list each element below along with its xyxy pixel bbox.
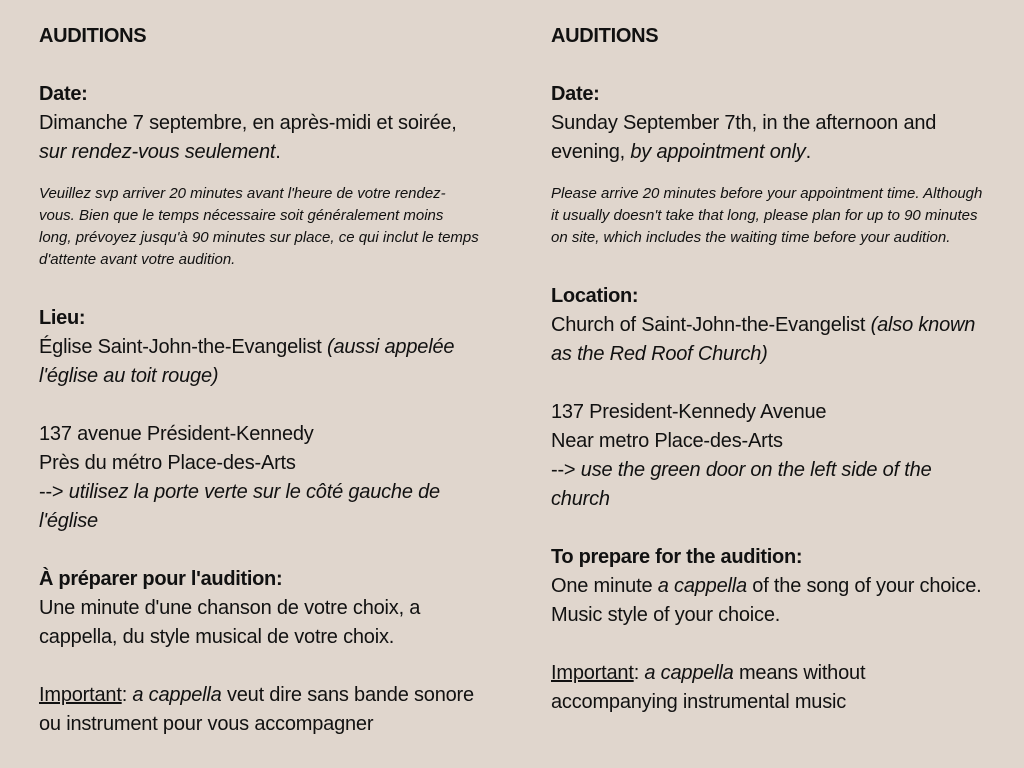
en-prepare-italic: a cappella xyxy=(657,575,747,597)
en-door-note xyxy=(551,456,991,514)
en-arrow: --> xyxy=(551,459,581,481)
en-date-text xyxy=(551,109,991,167)
fr-location-name xyxy=(39,333,479,391)
fr-church-alias: (aussi appelée l'église au toit rouge) xyxy=(39,336,455,387)
en-prepare-main: One minute xyxy=(551,575,658,597)
en-date-end: . xyxy=(805,141,811,163)
fr-prepare-label: À préparer pour l'audition: xyxy=(39,568,283,590)
fr-important-label: Important xyxy=(39,684,122,706)
en-church-name: Church of Saint-John-the-Evangelist xyxy=(551,314,871,336)
fr-title: AUDITIONS xyxy=(39,25,147,47)
fr-church-name: Église Saint-John-the-Evangelist xyxy=(39,336,327,358)
fr-date-italic: sur rendez-vous seulement xyxy=(39,141,276,163)
en-location-label: Location: xyxy=(551,285,639,307)
fr-arrow: --> xyxy=(39,481,69,503)
fr-important-colon: : xyxy=(121,684,133,706)
en-prepare-label: To prepare for the audition: xyxy=(551,546,803,568)
en-important-label: Important xyxy=(551,662,634,684)
english-column xyxy=(551,22,991,717)
fr-date-end: . xyxy=(275,141,281,163)
en-important-italic: a cappella xyxy=(644,662,734,684)
fr-address-line2: Près du métro Place-des-Arts xyxy=(39,452,296,474)
en-prepare-text xyxy=(551,572,991,630)
fr-door-text: utilisez la porte verte sur le côté gauche de l'église xyxy=(39,481,440,532)
en-title: AUDITIONS xyxy=(551,25,659,47)
en-date-italic: by appointment only xyxy=(630,141,806,163)
fr-date-label: Date: xyxy=(39,83,88,105)
fr-location-label: Lieu: xyxy=(39,307,86,329)
en-arrival-note: Please arrive 20 minutes before your appointment time. Although it usually doesn't take that long, please plan for up to 90 minutes on site, which includes the waiting time before your audition. xyxy=(551,185,983,246)
en-important-text: means without accompanying instrumental music xyxy=(551,662,866,713)
fr-door-note xyxy=(39,478,479,536)
french-column xyxy=(39,22,479,739)
fr-address-line1: 137 avenue Président-Kennedy xyxy=(39,423,314,445)
en-important-colon: : xyxy=(633,662,645,684)
fr-date-text xyxy=(39,109,479,167)
en-date-label: Date: xyxy=(551,83,600,105)
en-prepare-rest: of the song of your choice. Music style of your choice. xyxy=(551,575,982,626)
en-door-text: use the green door on the left side of the church xyxy=(551,459,932,510)
fr-important-italic: a cappella xyxy=(132,684,222,706)
fr-date-main: Dimanche 7 septembre, en après-midi et soirée, xyxy=(39,112,457,134)
en-important xyxy=(551,659,991,717)
en-address-line2: Near metro Place-des-Arts xyxy=(551,430,783,452)
en-location-name xyxy=(551,311,991,369)
fr-important xyxy=(39,681,479,739)
fr-important-text: veut dire sans bande sonore ou instrument pour vous accompagner xyxy=(39,684,474,735)
fr-arrival-note: Veuillez svp arriver 20 minutes avant l'heure de votre rendez-vous. Bien que le temps nécessaire soit généralement moins long, prévoyez jusqu'à 90 minutes sur place, ce qui inclut le temps d'attente avant votre audition. xyxy=(39,185,479,268)
en-church-alias: (also known as the Red Roof Church) xyxy=(551,314,976,365)
en-address-line1: 137 President-Kennedy Avenue xyxy=(551,401,827,423)
fr-prepare-text: Une minute d'une chanson de votre choix, a cappella, du style musical de votre choix. xyxy=(39,597,421,648)
en-date-main: Sunday September 7th, in the afternoon and evening, xyxy=(551,112,937,163)
